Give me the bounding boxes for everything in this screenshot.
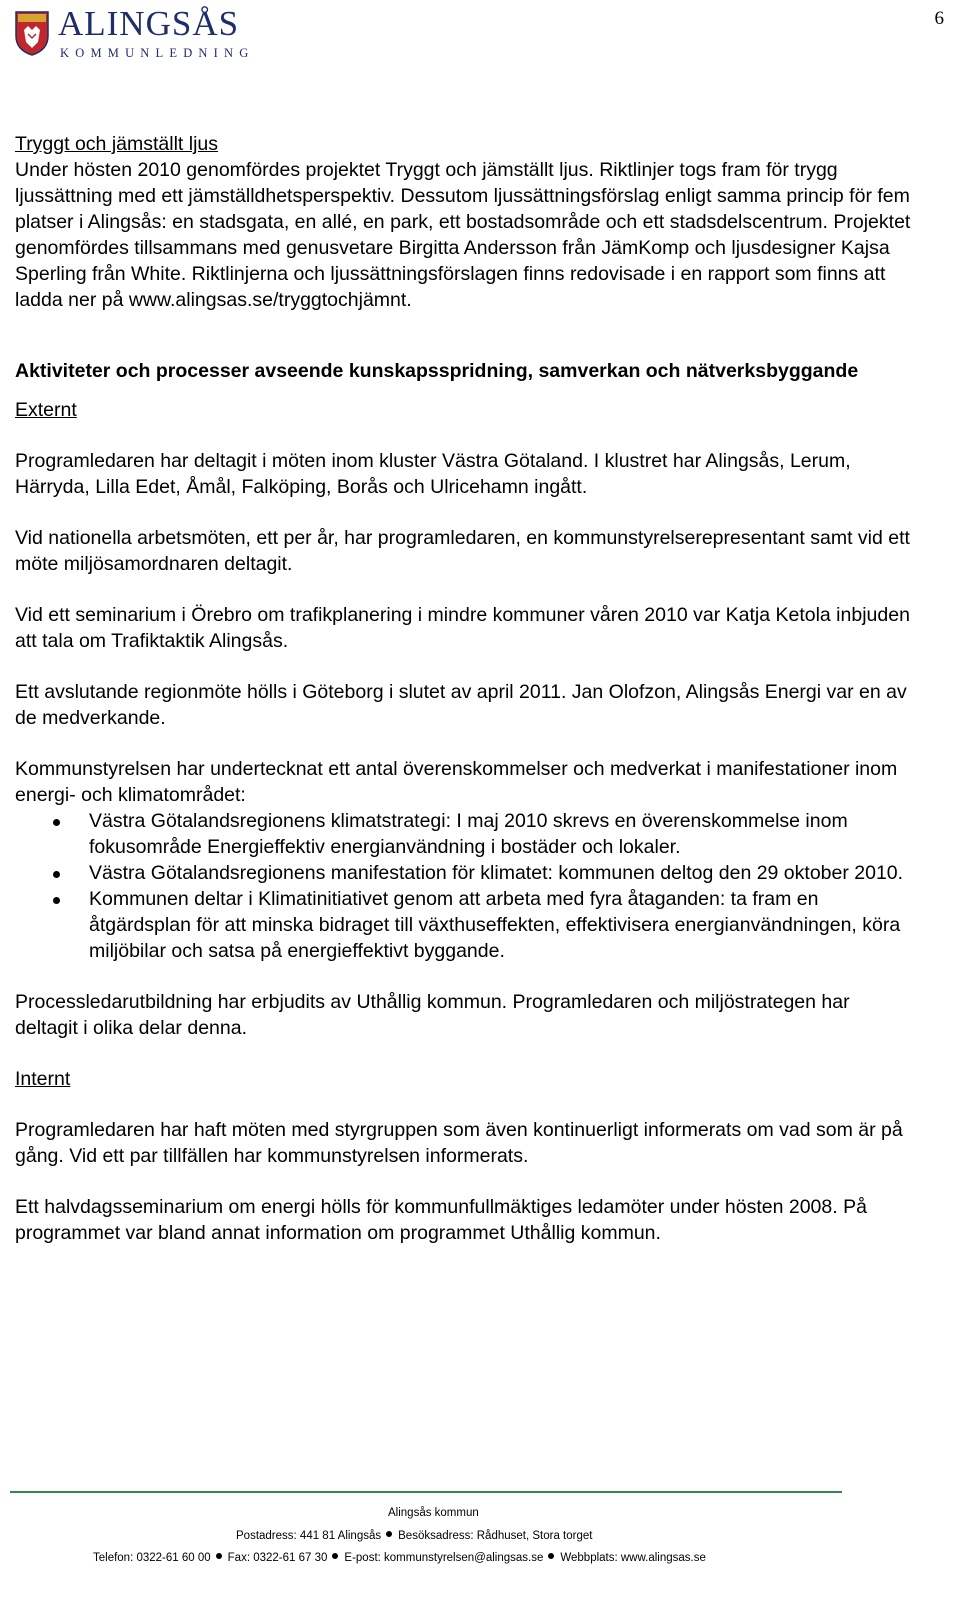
list-item-text: Västra Götalandsregionens manifestation för klimatet: kommunen deltog den 29 oktober 2010. — [89, 862, 904, 884]
logo-subtitle: KOMMUNLEDNING — [60, 46, 255, 60]
list-item — [15, 886, 915, 964]
bullet-icon — [548, 1553, 554, 1559]
footer-postadress: Postadress: 441 81 Alingsås — [236, 1530, 382, 1542]
list-item — [15, 808, 915, 860]
page-number: 6 — [934, 8, 944, 29]
logo-name: ALINGSÅS — [58, 4, 240, 43]
footer-org: Alingsås kommun — [388, 1507, 479, 1519]
header-logo — [14, 6, 274, 60]
footer-webbplats[interactable]: Webbplats: www.alingsas.se — [560, 1552, 706, 1564]
footer-telefon: Telefon: 0322-61 60 00 — [93, 1552, 211, 1564]
footer-besoksadress: Besöksadress: Rådhuset, Stora torget — [398, 1530, 593, 1542]
paragraph-externt-2: Vid nationella arbetsmöten, ett per år, har programledaren, en kommunstyrelserepresentant samt vid ett möte miljösamordnaren deltagit. — [15, 527, 910, 575]
paragraph-externt-5: Kommunstyrelsen har undertecknat ett antal överenskommelser och medverkat i manifestationer inom energi- och klimatområdet: — [15, 758, 898, 806]
footer-rule — [10, 1491, 842, 1493]
paragraph-externt-6: Processledarutbildning har erbjudits av Uthållig kommun. Programledaren och miljöstrategen har deltagit i olika delar denna. — [15, 991, 850, 1039]
list-item-text: Västra Götalandsregionens klimatstrategi: I maj 2010 skrevs en överenskommelse inom fokusområde Energieffektiv energianvändning i bostäder och lokaler. — [89, 810, 848, 858]
coat-of-arms-icon — [14, 8, 50, 56]
footer-contact-line — [93, 1552, 706, 1564]
bullet-icon — [53, 897, 60, 904]
paragraph-internt-1: Programledaren har haft möten med styrgruppen som även kontinuerligt informerats om vad som är på gång. Vid ett par tillfällen har kommunstyrelsen informerats. — [15, 1119, 903, 1167]
section-heading-aktiviteter: Aktiviteter och processer avseende kunskapsspridning, samverkan och nätverksbyggande — [15, 360, 859, 382]
bullet-list — [15, 808, 915, 964]
paragraph-externt-3: Vid ett seminarium i Örebro om trafikplanering i mindre kommuner våren 2010 var Katja Ketola inbjuden att tala om Trafiktaktik Alingsås. — [15, 604, 910, 652]
list-item — [15, 860, 915, 886]
document-body — [15, 131, 915, 1246]
bullet-icon — [332, 1553, 338, 1559]
paragraph-externt-1: Programledaren har deltagit i möten inom kluster Västra Götaland. I klustret har Alingsås, Lerum, Härryda, Lilla Edet, Åmål, Falköping, Borås och Ulricehamn ingått. — [15, 450, 851, 498]
footer-address-line — [236, 1530, 592, 1542]
paragraph-internt-2: Ett halvdagsseminarium om energi hölls för kommunfullmäktiges ledamöter under hösten 2008. På programmet var bland annat information om programmet Uthållig kommun. — [15, 1196, 867, 1244]
paragraph-externt-4: Ett avslutande regionmöte hölls i Göteborg i slutet av april 2011. Jan Olofzon, Alingsås Energi var en av de medverkande. — [15, 681, 907, 729]
footer-epost[interactable]: E-post: kommunstyrelsen@alingsas.se — [344, 1552, 544, 1564]
subheading-internt: Internt — [15, 1068, 71, 1090]
bullet-icon — [386, 1531, 392, 1537]
subheading-externt: Externt — [15, 399, 77, 421]
bullet-icon — [53, 819, 60, 826]
footer-fax: Fax: 0322-61 67 30 — [227, 1552, 328, 1564]
section-title-tryggt: Tryggt och jämställt ljus — [15, 133, 219, 155]
paragraph-tryggt: Under hösten 2010 genomfördes projektet Tryggt och jämställt ljus. Riktlinjer togs fram för trygg ljussättning med ett jämställdhetsperspektiv. Dessutom ljussättningsförslag enligt samma princip för fem platser i Alingsås: en stadsgata, en allé, en park, ett bostadsområde och ett stadsdelscentrum. Projektet genomfördes tillsammans med genusvetare Birgitta Andersson från JämKomp och ljusdesigner Kajsa Sperling från White. Riktlinjerna och ljussättningsförslagen finns redovisade i en rapport som finns att ladda ner på www.alingsas.se/tryggtochjämnt. — [15, 159, 911, 311]
bullet-icon — [216, 1553, 222, 1559]
bullet-icon — [53, 871, 60, 878]
list-item-text: Kommunen deltar i Klimatinitiativet genom att arbeta med fyra åtaganden: ta fram en åtgärdsplan för att minska bidraget till växthuseffekten, effektivisera energianvändningen, köra miljöbilar och satsa på energieffektivt byggande. — [89, 888, 901, 962]
